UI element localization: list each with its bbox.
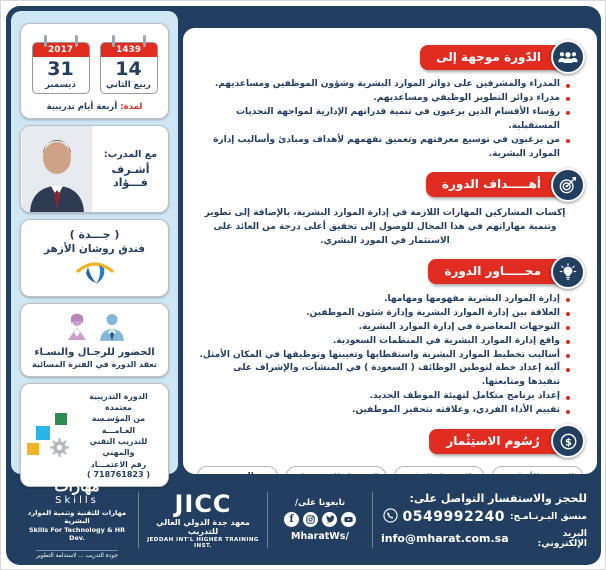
calendar-pin-icon — [143, 35, 146, 47]
list-item: إعداد برنامج متكامل لتهيئة الموظف الجديد. — [199, 390, 571, 404]
includes-title — [206, 472, 269, 474]
skills-arabic: مهارات للتقنية وتنمية الموارد البشرية — [27, 509, 127, 525]
calendar-pin-icon — [112, 35, 115, 47]
list-item: مدراء دوائر التطوير الوظيفي ومساعديهم. — [199, 92, 571, 106]
svg-text:$: $ — [564, 437, 572, 449]
logo-square-yellow — [27, 443, 39, 455]
section-title-audience: الدّورة موجهة إلى — [420, 45, 567, 70]
fee-plan-groups — [286, 466, 386, 474]
calendar-pin-icon — [44, 35, 47, 47]
fees-includes-box — [197, 466, 278, 474]
footer-social — [268, 498, 372, 542]
hijri-year: 1439 — [101, 43, 157, 57]
target-icon — [551, 168, 585, 202]
footer-contact — [373, 492, 595, 549]
list-item: تقييم الأداء الفردي، وعلاقته بتحفيز الموظفين. — [199, 404, 571, 418]
fee-plan-label — [499, 473, 576, 474]
phone-number[interactable]: 0549992240 — [402, 509, 505, 525]
section-title-fees: رُسُوم الاستِثْمار — [429, 429, 567, 454]
gregorian-day: 31 — [47, 58, 74, 80]
skills-tagline: جودة التدريب ... لاستدامة التطوير — [36, 550, 118, 559]
duration-label: لمدة: — [120, 101, 143, 112]
gear-icon — [49, 437, 70, 462]
hotel-logo-icon — [25, 258, 164, 292]
attendance-card — [20, 303, 169, 377]
list-item: من يرغبون في توسيع معرفتهم وتعميق تفهمهم لأهداف ومبادئ وأساليب إدارة الموارد البشرية. — [199, 134, 571, 162]
fee-plan-label — [401, 473, 478, 474]
hijri-month: ربيع الثاني — [106, 79, 151, 90]
email-label: البريد الإلكتروني: — [537, 528, 587, 549]
skills-english: Skills For Technology & HR Dev. — [28, 526, 126, 542]
twitter-icon[interactable] — [322, 512, 337, 527]
list-item: واقع إدارة الموارد البشرية في المنظمات السعودية. — [199, 335, 571, 349]
instagram-icon[interactable] — [303, 512, 318, 527]
section-header-fees — [195, 424, 585, 458]
users-icon — [551, 40, 585, 74]
footer-divider — [267, 492, 268, 548]
accreditation-number: ( 718761823 ) — [87, 469, 150, 479]
fee-plan-label — [293, 473, 379, 474]
footer-divider — [138, 492, 139, 548]
list-item: التوجهات المعاصرة في إدارة الموارد البشرية. — [199, 321, 571, 335]
trainer-name: أشـرف فـــؤاد — [111, 162, 150, 189]
trainer-avatar-icon — [21, 126, 93, 212]
tvtc-logo-icon — [27, 411, 71, 459]
trainer-label: مع المدرب: — [103, 148, 158, 160]
list-item: أساليب تخطيط الموارد البشرية واستقطابها وتعيينها وتوظيفها في المكان الأمثل. — [199, 349, 571, 363]
jicc-arabic: معهد جدة الدولي العالي للتدريب — [156, 517, 250, 536]
calendar-hijri — [100, 42, 158, 94]
jicc-english: JEDDAH INT'L HIGHER TRAINING INST. — [147, 536, 259, 549]
section-title-topics: محـــــاور الدورة — [428, 259, 567, 284]
list-item: رؤساء الأقسام الذين يرغبون في تنمية قدراتهم الإدارية لمواجهة التحديات المستقبلية. — [199, 106, 571, 134]
list-item: إدارة الموارد البشرية مفهومها ومهامها. — [199, 293, 571, 307]
logo-square-green — [55, 413, 67, 425]
location-city: ( جـــدة ) — [69, 227, 120, 241]
whatsapp-icon[interactable] — [383, 508, 398, 527]
sidebar — [11, 11, 178, 479]
accreditation-label: رقم الاعتمـــاد — [90, 459, 147, 469]
follow-label: تابعونا على/ — [294, 498, 346, 508]
fees-row — [197, 466, 583, 474]
social-handle[interactable]: /MharatWs — [291, 531, 349, 542]
hijri-day: 14 — [115, 58, 142, 80]
jicc-name: JICC — [174, 489, 232, 518]
trainer-card — [20, 125, 169, 213]
attendance-title: الحضور للرجـال والنسـاء — [34, 346, 155, 358]
duration-line — [27, 102, 162, 112]
skills-logo — [16, 479, 138, 561]
list-item: العلاقة بين إدارة الموارد البشرية وإدارة شئون الموظفين. — [199, 307, 571, 321]
location-card — [20, 219, 169, 297]
woman-icon — [62, 313, 92, 343]
fee-plan-basic — [492, 466, 583, 474]
calendar-pin-icon — [75, 35, 78, 47]
dates-card — [20, 23, 169, 119]
section-title-objectives: أهـــــداف الدورة — [426, 172, 567, 197]
footer-divider — [372, 492, 373, 548]
bulb-icon — [551, 255, 585, 289]
gregorian-year: 2017 — [33, 43, 89, 57]
email-address[interactable]: info@mharat.com.sa — [381, 532, 509, 545]
logo-square-cyan — [36, 426, 50, 440]
accreditation-line: للتدريب التقني والمهني — [89, 437, 148, 458]
section-header-objectives — [195, 168, 585, 202]
jicc-logo — [139, 489, 267, 549]
skills-calligraphy: مَهارات — [54, 477, 100, 495]
attendance-subtitle: تعقد الدورة في الفترة المسائية — [32, 359, 157, 369]
calendar-gregorian — [32, 42, 90, 94]
dollar-icon — [551, 424, 585, 458]
objectives-text: إكساب المشاركين المهارات اللازمة في إدارة الموارد البشرية، بالإضافة إلى تطوير وتنمية مهاراتهم في هذا المجال للوصول إلى تحقيق أعلى درجة من العائد على الاستثمار في المورد البشري. — [204, 207, 566, 247]
list-item: المدراء والمشرفين على دوائر الموارد البشرية وشؤون الموظفين ومساعديهم. — [199, 78, 571, 92]
list-item: آلية إعداد خطة لتوطين الوظائف ( السعودة ) في المنشآت، والإشراف على تنفيذها ومتابعتها. — [199, 362, 571, 390]
gregorian-month: ديسمبر — [45, 79, 76, 90]
trainer-photo — [21, 126, 93, 212]
main-panel — [183, 28, 597, 474]
facebook-icon[interactable]: f — [284, 512, 299, 527]
section-header-audience — [195, 40, 585, 74]
skills-name: Skills — [55, 495, 99, 506]
accreditation-line: من المؤسـسة العـامـــة — [91, 414, 146, 435]
man-icon — [96, 311, 128, 343]
coordinator-label: منسق البـرنـامـج: — [509, 512, 587, 522]
youtube-icon[interactable] — [341, 512, 356, 527]
location-hotel: فندق روشان الأزهر — [43, 242, 145, 255]
section-header-topics — [195, 255, 585, 289]
fee-plan-early — [394, 466, 485, 474]
accreditation-line: الدورة التدريبية معتمدة — [89, 391, 148, 413]
contact-title: للحجز والاستفسار التواصل على: — [409, 491, 587, 505]
accreditation-card — [20, 383, 169, 487]
duration-value: أربعة أيام تدريبية — [46, 101, 118, 112]
audience-list — [199, 78, 571, 162]
footer — [13, 477, 595, 560]
topics-list — [199, 293, 571, 418]
